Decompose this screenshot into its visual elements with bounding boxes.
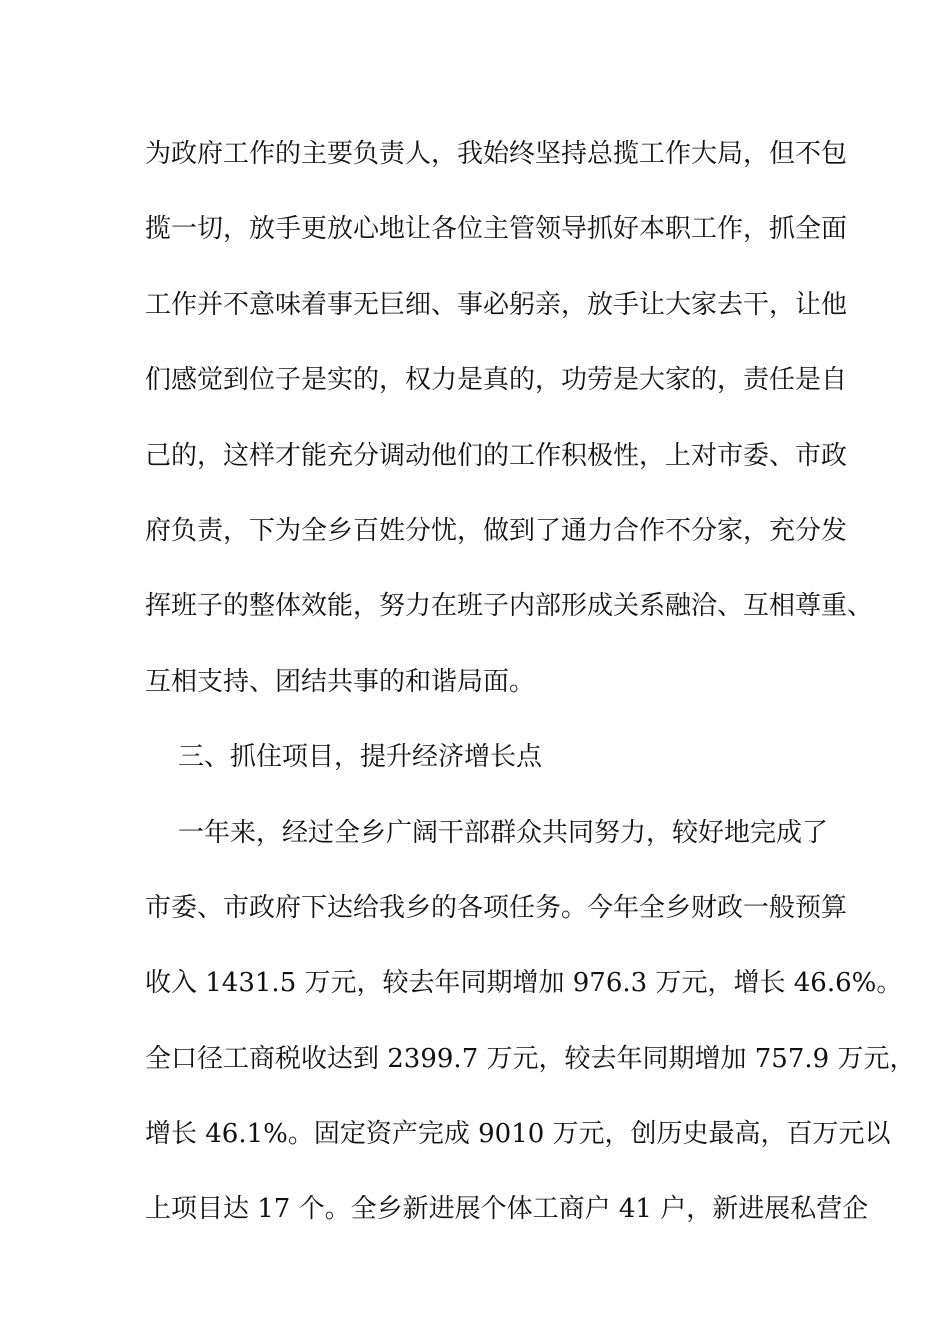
text-line-1: 为政府工作的主要负责人，我始终坚持总揽工作大局，但不包	[145, 139, 848, 169]
text-line-8: 互相支持、团结共事的和谐局面。	[145, 666, 536, 697]
text-line-12: 收入 1431.5 万元，较去年同期增加 976.3 万元，增长 46.6%。	[145, 968, 903, 999]
text-line-2: 揽一切，放手更放心地让各位主管领导抓好本职工作，抓全面	[145, 214, 848, 245]
text-line-5: 己的，这样才能充分调动他们的工作积极性，上对市委、市政	[145, 440, 848, 471]
text-line-6: 府负责，下为全乡百姓分忧，做到了通力合作不分家，充分发	[145, 515, 848, 546]
text-line-4: 们感觉到位子是实的，权力是真的，功劳是大家的，责任是自	[145, 365, 848, 396]
text-line-14: 增长 46.1%。固定资产完成 9010 万元，创历史最高，百万元以	[145, 1119, 891, 1150]
text-line-13: 全口径工商税收达到 2399.7 万元，较去年同期增加 757.9 万元，	[145, 1043, 916, 1074]
text-line-10: 一年来，经过全乡广阔干部群众共同努力，较好地完成了	[145, 817, 829, 848]
section-heading: 三、抓住项目，提升经济增长点	[145, 742, 543, 773]
text-line-3: 工作并不意味着事无巨细、事必躬亲，放手让大家去干，让他	[145, 289, 848, 320]
body-text	[145, 128, 916, 1259]
text-line-7: 挥班子的整体效能，努力在班子内部形成关系融洽、互相尊重、	[145, 591, 874, 622]
text-line-15: 上项目达 17 个。全乡新进展个体工商户 41 户，新进展私营企	[145, 1194, 869, 1225]
text-line-11: 市委、市政府下达给我乡的各项任务。今年全乡财政一般预算	[145, 892, 848, 923]
